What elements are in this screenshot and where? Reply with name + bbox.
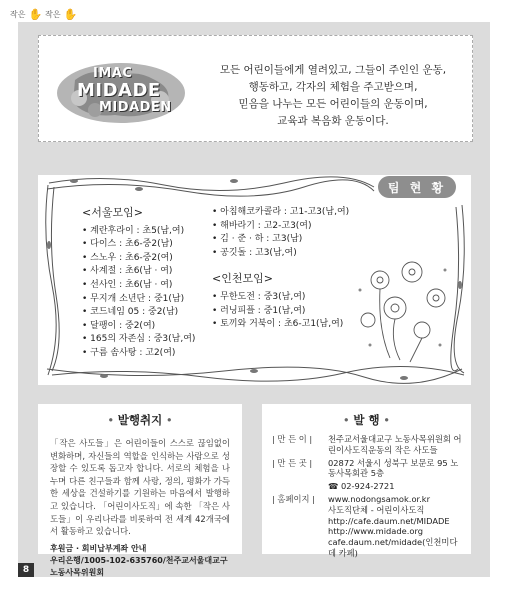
team-item: • 토끼와 거북이 : 초6-고1(남,여) — [212, 318, 349, 332]
logo-line-midaden: MIDADEN — [99, 100, 172, 115]
sponsor-account: 우리은행/1005-102-635760/천주교서울대교구노동사목위원회 — [50, 555, 228, 577]
team-item: • 러닝피플 : 중1(남,여) — [212, 305, 349, 319]
team-item: • 무한도전 : 중3(남,여) — [212, 291, 349, 305]
publish-row: | 홈페이지 | www.nodongsamok.or.kr — [272, 493, 431, 504]
publish-row: http://www.midade.org — [328, 526, 424, 537]
publish-row: http://cafe.daum.net/MIDADE — [328, 515, 450, 526]
purpose-body: 「작은 사도들」은 어린이들이 스스로 끊임없이 변화하며, 자신들의 역할을 인식하는 사람으로 성장할 수 있도록 돕고자 합니다. 서로의 체험을 나누며 다른 친구들과 함께 사랑, 정의, 평화가 가득한 세상을 건설하기를 기원하는 마음에서 발행하고 있습니다. 「어린이사도직」에 속한 「작은 사도들」이 우리나라를 비롯하여 전 세계 42개국에서 활동하고 있습니다. — [50, 438, 230, 537]
seoul-group-heading: <서울모임> — [82, 206, 143, 219]
intro-line: 교육과 복음화 운동이다. — [277, 115, 389, 127]
team-item: • 다이스 : 초6-중2(남) — [82, 238, 195, 252]
seoul-group-list — [82, 206, 195, 361]
team-item: • 달팽이 : 중2(여) — [82, 320, 195, 334]
footprint-icon: ✋ — [63, 8, 78, 21]
publish-row: 사도직단체 - 어린이사도직 — [328, 504, 425, 515]
publish-row: | 만 든 곳 | 02872 서울시 성북구 보문로 95 노동사목회관 5층 — [272, 457, 459, 479]
bullet-icon: • — [162, 413, 173, 427]
bullet-icon: • — [342, 413, 354, 427]
hand-icon: ✋ — [28, 8, 43, 21]
publish-row: cafe.daum.net/midade(인천미다데 카페) — [328, 537, 458, 558]
imac-midade-logo — [55, 60, 187, 126]
publish-title: • 발 행 • — [342, 413, 391, 427]
page-header — [10, 8, 77, 21]
seoul-group-list-continued — [212, 206, 349, 332]
purpose-section — [38, 404, 242, 577]
team-item: • 무지개 소년단 : 중1(남) — [82, 293, 195, 307]
publish-row: ☎ 02-924-2721 — [328, 481, 395, 492]
publish-row: | 만 든 이 | 천주교서울대교구 노동사목위원회 어린이사도직운동의 작은 사도들 — [272, 434, 462, 455]
logo-line-midade: MIDADE — [77, 80, 161, 101]
team-item: • 165의 자존심 : 중3(남,여) — [82, 333, 195, 347]
incheon-group-heading: <인천모임> — [212, 272, 273, 286]
team-item: • 스노우 : 초6-중2(여) — [82, 252, 195, 266]
intro-line: 믿음을 나누는 모든 어린이들의 운동이며, — [238, 98, 428, 110]
sponsor-info — [38, 538, 242, 579]
team-item: • 코드네임 05 : 중2(남) — [82, 306, 195, 320]
intro-text — [198, 62, 468, 130]
team-item: • 사계절 : 초6(남 · 여) — [82, 265, 195, 279]
publish-section — [262, 404, 471, 558]
team-item: • 구름 솜사탕 : 고2(여) — [82, 347, 195, 361]
team-item: • 계란후라이 : 초5(남,여) — [82, 225, 195, 239]
flower-illustration — [350, 250, 455, 365]
sponsor-heading: 후원금 · 회비납부계좌 안내 — [50, 543, 147, 553]
team-item: • 김 · 준 · 하 : 고3(남) — [212, 233, 349, 247]
team-item: • 해바라기 : 고2-고3(여) — [212, 220, 349, 234]
logo-line-imac: IMAC — [93, 66, 133, 81]
intro-line: 행동하고, 각자의 체험을 주고받으며, — [248, 81, 418, 93]
header-text-left: 작은 — [10, 10, 26, 19]
purpose-title: • 발행취지 • — [107, 413, 173, 427]
bullet-icon: • — [379, 413, 391, 427]
header-text-right: 작은 — [45, 10, 61, 19]
team-item: • 아침해코카콜라 : 고1-고3(남,여) — [212, 206, 349, 220]
page-number: 8 — [18, 563, 34, 577]
intro-line: 모든 어린이들에게 열려있고, 그들이 주인인 운동, — [219, 64, 447, 76]
team-status-title: 팀 현 황 — [378, 176, 456, 198]
team-item: • 선사인 : 초6(남 · 여) — [82, 279, 195, 293]
bullet-icon: • — [107, 413, 118, 427]
team-item: • 공깃돌 : 고3(남,여) — [212, 247, 349, 261]
